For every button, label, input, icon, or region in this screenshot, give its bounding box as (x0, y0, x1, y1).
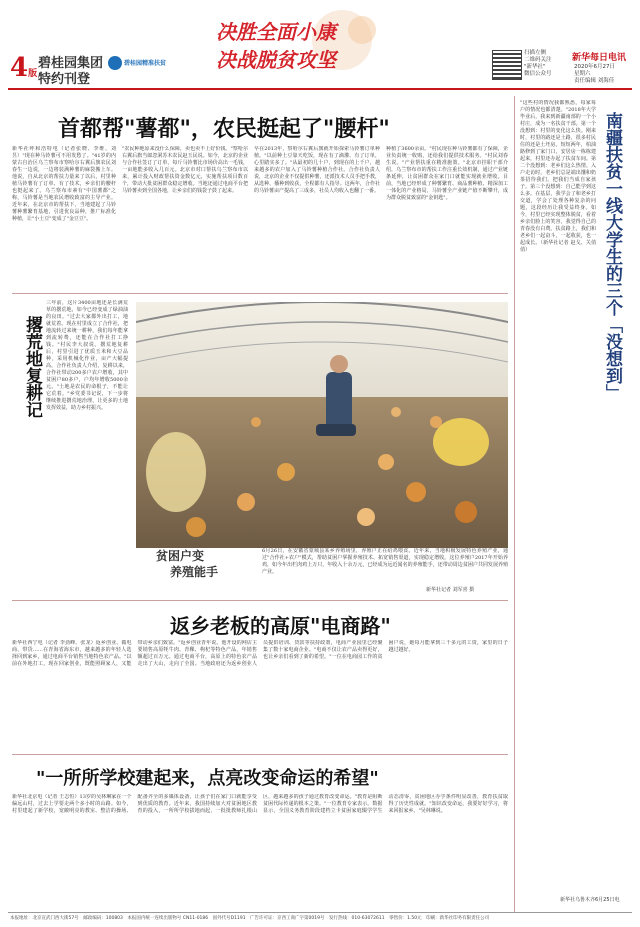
qr-label-3: "新华社" (524, 64, 546, 70)
article1-col1: 新华社呼和浩特电（记者张晓、李维、刘昱）"现在种马铃薯可不用发愁了。"41岁的内蒙古自治区乌兰察布市察哈尔右翼后旗农民刘春生一边说，一边将装满种薯的麻袋搬上车。他说，自从北京的帮扶力量来了以后，村里种植马铃薯有了订单、有了技术，乡亲们的腰杆也挺起来了。乌兰察布市素有"中国薯都"之称，马铃薯是当地农民增收致富的主导产业。近年来，在北京市的帮扶下，当地建起了马铃薯种薯繁育基地，引进优良品种，推广标准化种植，让"小土豆"变成了"金豆豆"。 (12, 146, 116, 222)
footer-rule (8, 912, 632, 913)
banner-line2: 决战脱贫攻坚 (216, 48, 336, 72)
right-column-text-lower (520, 480, 632, 890)
caption-title-line2: 养殖能手 (170, 565, 219, 579)
right-column-divider (514, 96, 515, 912)
issue-editor: 责任编辑 刘海佳 (574, 78, 615, 84)
photo-caption-text: 6月26日，在安徽省蒙城县某乡养殖场里，养殖户正在给鸡喂食。近年来，当地积极发展特色养殖产业，通过"合作社+农户"模式，帮助贫困户掌握养殖技术、拓宽销售渠道，实现稳定增收。这位养殖户2017年开始养鸡，如今年出栏肉鸡上万只，年收入十余万元，已经成为远近闻名的养殖能手，还带动周边贫困户共同发展养殖产业。 (262, 548, 508, 575)
article1-col2: "农民种地原来没什么保障，卖也卖不上好价钱。"察哈尔右翼后旗当郎忽洞苏木农民赵玉民说。如今，北京的企业与合作社签订了订单，每斤马铃薯比市场价高出一毛钱，一亩地能多收入几百元。北京市对口帮扶乌兰察布市以来，累计投入财政帮扶资金数亿元，实施帮扶项目数百个，带动大批贫困群众稳定增收。当地还通过电商平台把马铃薯卖到全国各地，让乡亲们的钱袋子鼓了起来。 (122, 146, 248, 194)
issue-date: 2020年6月27日 (574, 64, 615, 70)
photo-bottom-rule (12, 600, 508, 601)
header-bar (0, 0, 640, 88)
qr-label-4: 微信公众号 (524, 71, 552, 77)
article4-title: "一所所学校建起来，点亮改变命运的希望" (36, 768, 379, 789)
article1-bottom-rule (12, 293, 508, 294)
footer-text: 本报地址：北京宣武门西大街57号 邮政编码：100803 本报国内统一连续出版物号 CN11-0186 国外代号D1191 广告许可证：京西工商广字第0019号 发行热线：010-63072611 零售价：1.50元 印刷：新华社印务有限责任公司 (10, 916, 490, 921)
article1-col3: 早在2013年，察哈尔右翼后旗就开始探索马铃薯订单种植。"以前种土豆靠天吃饭，现在有了滴灌、有了订单，心里踏实多了。"从最初的几十户，到现在的上千户，越来越多的农户加入了马铃薯种植合作社。合作社负责人说，北京的企业不仅提供种薯，还派技术人员手把手教，从选种、播种到收获，全程都有人指导。这两年，合作社的马铃薯亩产提高了三成多，社员人均收入也翻了一番。 (254, 146, 380, 194)
sponsor-logo (108, 56, 167, 74)
sponsor-line1: 碧桂园集团 (38, 56, 104, 71)
article3-text: 新华社西宁电（记者 李劲峰、张龙）返乡创业、做电商、带货……在青海省海东市，越来越多的年轻人选择回到家乡，通过电商平台销售当地特色农产品。"以前在外地打工，现在回家创业，既能照顾家人，又能带动乡亲们致富。"返乡创业青年说。他开设的网店主要销售高原牦牛肉、青稞、枸杞等特色产品，年销售额超过百万元。通过电商平台，高原上的特色农产品走出了大山，走向了全国。当地政府还为返乡创业人员提供培训、贷款等扶持政策，电商产业园里已经聚集了数十家电商企业。"电商不仅让农产品卖得更好，也让乡亲们看到了新的希望。"一位在电商园工作的贫困户说，她每月能拿到三千多元的工资，家里的日子越过越好。 (12, 640, 508, 667)
photo-poultry-farm (136, 302, 508, 548)
page-number: 4版 (10, 53, 38, 83)
article4-text: 新华社北京电（记者 王志恒）13岁的吴林琳家在一个偏远山村，过去上学要走两个多小时的山路。如今，村里建起了新学校，宽敞明亮的教室、整洁的操场、配备齐全的多媒体设备，让孩子们在家门口就能享受到优质的教育。近年来，我国持续加大对贫困地区教育的投入，一所所学校拔地而起，一批批教师扎根山区，越来越多的孩子通过教育改变命运。"教育是阻断贫困代际传递的根本之策。"一位教育专家表示。数据显示，全国义务教育阶段建档立卡贫困家庭辍学学生动态清零，贫困地区办学条件明显改善，教育扶贫取得了历史性成就。"知识改变命运，我要好好学习，将来回报家乡。"吴林琳说。 (12, 794, 508, 814)
article2-text-cont (12, 440, 128, 572)
banner-line1: 决胜全面小康 (216, 20, 336, 44)
banner (212, 10, 382, 78)
article2-title: 撂荒地复耕记 (22, 316, 42, 418)
logo-badge-icon (108, 56, 122, 70)
header-rule (8, 88, 632, 90)
article1-title: 首都帮"薯都"，农民挺起了"腰杆" (58, 117, 390, 142)
qr-code (492, 50, 522, 80)
paper-name: 新华每日电讯 (572, 53, 627, 63)
right-column-byline: 新华社乌鲁木齐6月25日电 (560, 897, 620, 903)
article2-text: 三年前，这片3400亩地还是长满荒草的撂荒地，如今已经变成了绿油油的良田。"过去大家都外出打工，地就荒着。现在村里成立了合作社，把地流转过来统一耕种，我们每年能拿到流转费，还能在合作社打工挣钱。"村民李大叔说。撂荒地复耕后，村里引进了优质玉米和大豆品种，采用机械化作业，亩产大幅提高。合作社负责人介绍，复耕以来，合作社带动200多户农户增收，其中贫困户80多户，户均年增收5000余元。"土地是农民的命根子，不能让它荒着。"乡党委书记说，下一步将继续推进撂荒地治理，让更多的土地发挥效益，助力乡村振兴。 (46, 300, 128, 411)
qr-label-1: 扫描左侧 (524, 50, 547, 56)
right-column-title: 南疆扶贫一线大学生的三个「没想到」 (602, 112, 622, 401)
photo-credit: 新华社记者 刘军喜 摄 (426, 587, 475, 593)
caption-title-line1: 贫困户变 (156, 549, 205, 563)
issue-weekday: 星期六 (574, 71, 591, 77)
article1-col4: 种植了3600余亩。"村民现在种马铃薯都有了保障，企业负责统一收购，还给我们提供技术服务。"村民刘春生说。"产业帮扶重在精准施策。"北京市挂职干部介绍，乌兰察布市的帮扶工作注重长效机制，通过产业链条延伸，让贫困群众在家门口就能实现就业增收。目前，当地已经形成了种薯繁育、商品薯种植、精深加工一体化的产业格局，马铃薯全产业链产值不断攀升，成为群众脱贫致富的"金钥匙"。 (386, 146, 508, 201)
article3-title: 返乡老板的高原"电商路" (170, 614, 391, 638)
poultry-farm-image (136, 302, 508, 548)
sponsor-line2: 特约刊登 (38, 72, 91, 87)
article3-bottom-rule (12, 754, 508, 755)
qr-labels (524, 50, 570, 78)
photo-caption-title (156, 548, 218, 580)
qr-label-2: 二维码关注 (524, 57, 552, 63)
right-column-text: "这些村的情况我都熟悉，每家每户的情况也都清楚。"2018年大学毕业后，我来到新疆南部的一个小村庄，成为一名扶贫干部。第一个没想到：村里的变化这么快。刚来时，村里的路还是土路，很多村民住的还是土坯房。短短两年，柏油路修到了家门口，安居房一栋栋建起来，村里还办起了扶贫车间。第二个没想到：老乡们这么热情。入户走访时，老乡们总是端出馕和奶茶招待我们，把我们当成自家孩子。第三个没想到：自己能学到这么多。在基层，我学会了和老乡打交道，学会了处理各种复杂的问题，这段经历让我受益终身。如今，村里已经实现整体脱贫，看着乡亲们脸上的笑容，我觉得自己的青春没有白费。扶贫路上，我们和老乡们一起奋斗，一起收获，也一起成长。（新华社记者 赵戈、关俏俏） (520, 100, 596, 253)
photo-caption-box (136, 548, 508, 604)
logo-badge-text: 碧桂园精准扶贫 (124, 60, 167, 67)
